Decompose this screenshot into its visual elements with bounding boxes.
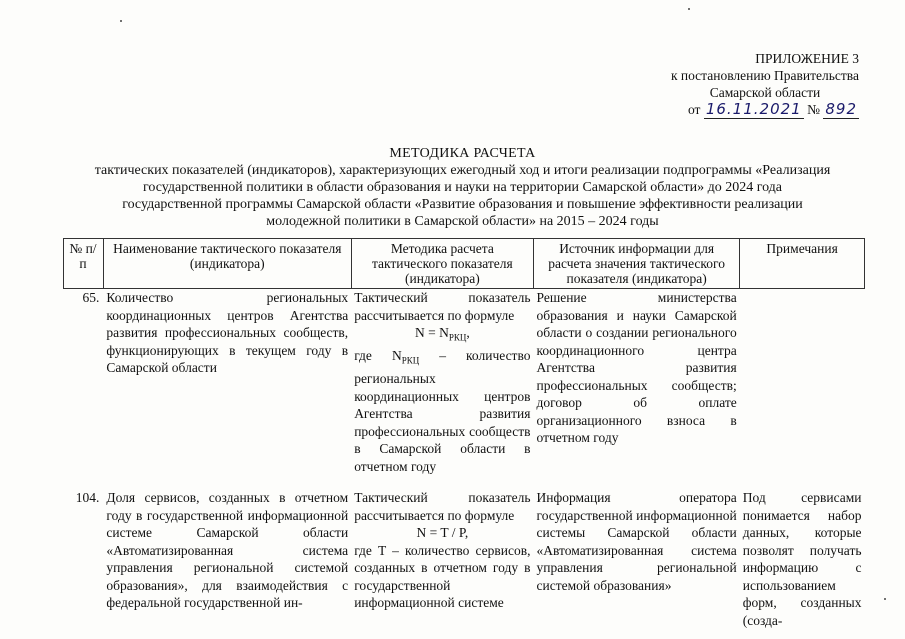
appendix-region-line: Самарской области	[709, 85, 821, 100]
indicators-table	[63, 238, 865, 629]
header-name: Наименование тактического показателя (индикатора)	[103, 239, 351, 289]
row-num: 65.	[82, 290, 100, 305]
scan-speck	[884, 598, 886, 600]
method-where: где $N_{РКЦ}$ – количество региональных координационных центров Агентства развития профессиональных сообществ в Самарской области в отчетном году	[354, 348, 531, 474]
appendix-header	[671, 50, 859, 119]
appendix-decree-line: к постановлению Правительства	[670, 68, 859, 83]
method-intro: Тактический показатель рассчитывается по формуле	[354, 490, 531, 523]
title-line-2: государственной политики в области образования и науки на территории Самарской области» до 2024 года	[142, 180, 783, 195]
title-line-4: молодежной политики в Самарской области» на 2015 – 2024 годы	[266, 214, 659, 229]
date-prefix: от	[687, 102, 701, 117]
title-line-3: государственной программы Самарской области «Развитие образования и повышение эффективности реализации	[122, 197, 803, 212]
appendix-label: ПРИЛОЖЕНИЕ 3	[755, 51, 859, 66]
table-header-row	[64, 239, 865, 289]
row-method	[351, 289, 533, 476]
method-formula: $N = N_{РКЦ}$,	[414, 325, 470, 343]
header-note: Примечания	[740, 239, 865, 289]
table-row	[64, 289, 865, 476]
document-title	[60, 145, 865, 230]
number-prefix: №	[807, 102, 820, 117]
header-source: Источник информации для расчета значения тактического показателя (индикатора)	[534, 239, 740, 289]
row-note	[740, 289, 865, 476]
row-name: Доля сервисов, созданных в отчетном году в государственной информационной системе Самарской области «Автоматизированная система управления региональной системой образования», для взаимодействия с федеральной государственной ин-	[106, 490, 349, 611]
method-intro: Тактический показатель рассчитывается по формуле	[354, 290, 531, 323]
row-note: Под сервисами понимается набор данных, которые позволят получать информацию с использованием форм, созданных (созда-	[742, 490, 862, 628]
row-method	[351, 489, 533, 629]
table-row	[64, 489, 865, 629]
appendix-date-line	[671, 101, 859, 119]
title-line-1: тактических показателей (индикаторов), характеризующих ежегодный ход и итоги реализации подпрограммы «Реализация	[94, 163, 831, 178]
title-main: МЕТОДИКА РАСЧЕТА	[389, 146, 536, 161]
row-name: Количество региональных координационных центров Агентства развития профессиональных сообществ, функционирующих в текущем году в Самарской области	[106, 290, 349, 375]
method-where: где T – количество сервисов, созданных в отчетном году в государственной информационной системе	[354, 542, 531, 611]
decree-date: 16.11.2021	[705, 100, 802, 118]
method-formula: N = T / P,	[416, 525, 469, 541]
header-method: Методика расчета тактического показателя (индикатора)	[351, 239, 533, 289]
row-num: 104.	[75, 490, 100, 506]
row-source: Информация оператора государственной информационной системы Самарской области «Автоматизированная система управления региональной системой образования»	[536, 490, 737, 593]
scan-speck	[688, 8, 690, 10]
scan-speck	[120, 20, 122, 22]
decree-number: 892	[825, 100, 857, 118]
row-source: Решение министерства образования и науки Самарской области о создании регионального координационного центра Агентства развития профессиональных сообществ; договор об оплате организационного взноса в отчетном году	[536, 290, 737, 445]
header-num: № п/п	[64, 239, 104, 289]
